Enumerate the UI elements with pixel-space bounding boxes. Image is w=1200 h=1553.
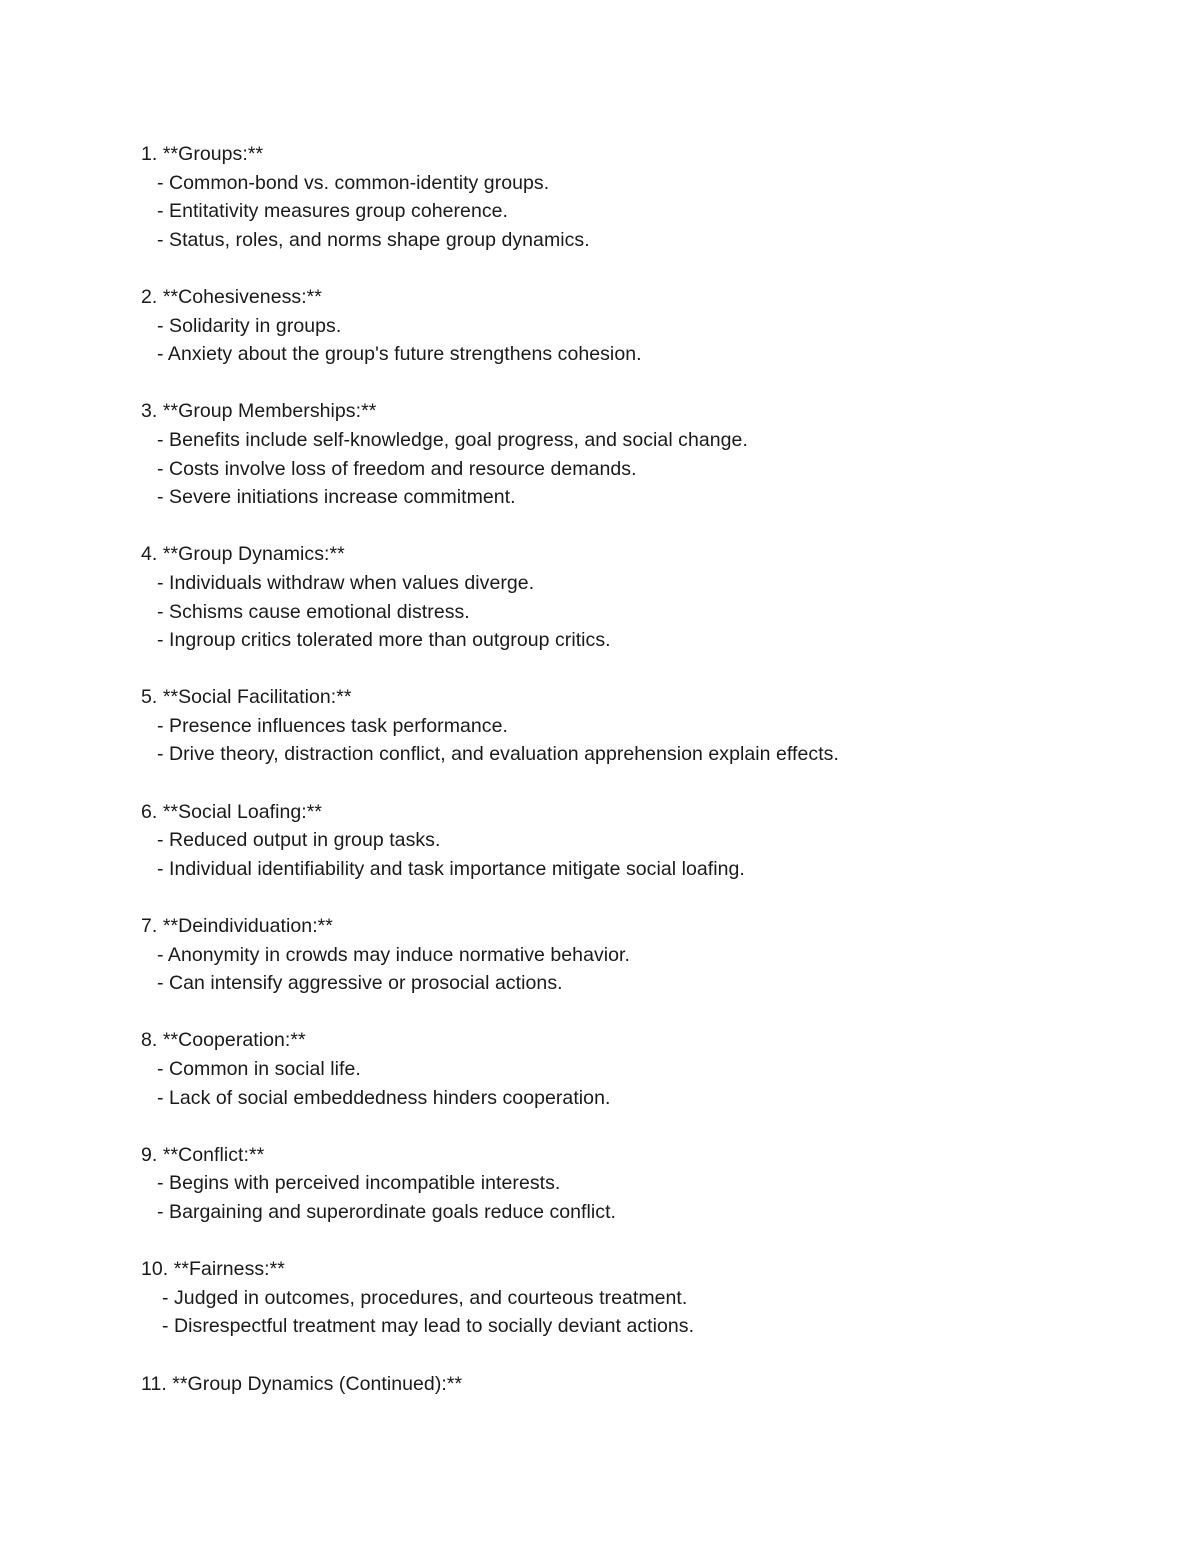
section-heading: 5. **Social Facilitation:** bbox=[141, 686, 352, 709]
bullet-item: - Schisms cause emotional distress. bbox=[157, 600, 470, 623]
section-heading: 10. **Fairness:** bbox=[141, 1258, 285, 1281]
spacer bbox=[141, 369, 1141, 398]
spacer bbox=[141, 769, 1141, 798]
bullet-item: - Begins with perceived incompatible interests. bbox=[157, 1172, 561, 1195]
spacer bbox=[141, 254, 1141, 283]
spacer bbox=[141, 998, 1141, 1027]
section-heading: 3. **Group Memberships:** bbox=[141, 400, 377, 423]
bullet-item: - Drive theory, distraction conflict, and evaluation apprehension explain effects. bbox=[157, 743, 839, 766]
bullet-item: - Lack of social embeddedness hinders cooperation. bbox=[157, 1086, 611, 1109]
bullet-item: - Individual identifiability and task importance mitigate social loafing. bbox=[157, 857, 745, 880]
spacer bbox=[141, 1227, 1141, 1256]
spacer bbox=[141, 655, 1141, 684]
section bbox=[141, 1026, 1141, 1140]
section-heading: 8. **Cooperation:** bbox=[141, 1029, 306, 1052]
spacer bbox=[141, 883, 1141, 912]
bullet-item: - Individuals withdraw when values diverge. bbox=[157, 571, 535, 594]
section-heading: 7. **Deindividuation:** bbox=[141, 915, 333, 938]
spacer bbox=[141, 1112, 1141, 1141]
bullet-item: - Anonymity in crowds may induce normative behavior. bbox=[157, 943, 630, 966]
section-heading: 1. **Groups:** bbox=[141, 143, 264, 165]
section bbox=[141, 912, 1141, 1026]
bullet-item: - Status, roles, and norms shape group dynamics. bbox=[157, 228, 590, 251]
section-heading: 2. **Cohesiveness:** bbox=[141, 285, 322, 308]
bullet-item: - Reduced output in group tasks. bbox=[157, 829, 441, 852]
section bbox=[141, 397, 1141, 540]
bullet-item: - Anxiety about the group's future strengthens cohesion. bbox=[157, 343, 642, 366]
bullet-item: - Entitativity measures group coherence. bbox=[157, 200, 508, 223]
bullet-item: - Benefits include self-knowledge, goal progress, and social change. bbox=[157, 428, 748, 451]
section bbox=[141, 540, 1141, 683]
bullet-item: - Solidarity in groups. bbox=[157, 314, 342, 337]
section-heading: 4. **Group Dynamics:** bbox=[141, 543, 345, 566]
section-heading: 6. **Social Loafing:** bbox=[141, 800, 323, 823]
section bbox=[141, 798, 1141, 912]
bullet-item: - Severe initiations increase commitment. bbox=[157, 486, 516, 509]
section-heading: 9. **Conflict:** bbox=[141, 1143, 265, 1166]
section bbox=[141, 683, 1141, 797]
bullet-item: - Judged in outcomes, procedures, and courteous treatment. bbox=[162, 1286, 688, 1309]
bullet-item: - Presence influences task performance. bbox=[157, 714, 508, 737]
section bbox=[141, 283, 1141, 397]
section bbox=[141, 1370, 1141, 1399]
bullet-item: - Common in social life. bbox=[157, 1058, 361, 1080]
bullet-item: - Can intensify aggressive or prosocial actions. bbox=[157, 972, 563, 995]
bullet-item: - Ingroup critics tolerated more than outgroup critics. bbox=[157, 629, 611, 652]
bullet-item: - Disrespectful treatment may lead to socially deviant actions. bbox=[162, 1315, 695, 1338]
bullet-item: - Common-bond vs. common-identity groups. bbox=[157, 171, 550, 194]
spacer bbox=[141, 1341, 1141, 1370]
document-body bbox=[141, 140, 1141, 1398]
section-heading: 11. **Group Dynamics (Continued):** bbox=[141, 1372, 463, 1395]
bullet-item: - Bargaining and superordinate goals reduce conflict. bbox=[157, 1200, 617, 1223]
section bbox=[141, 1141, 1141, 1255]
section bbox=[141, 140, 1141, 283]
section bbox=[141, 1255, 1141, 1369]
spacer bbox=[141, 512, 1141, 541]
bullet-item: - Costs involve loss of freedom and resource demands. bbox=[157, 457, 637, 480]
